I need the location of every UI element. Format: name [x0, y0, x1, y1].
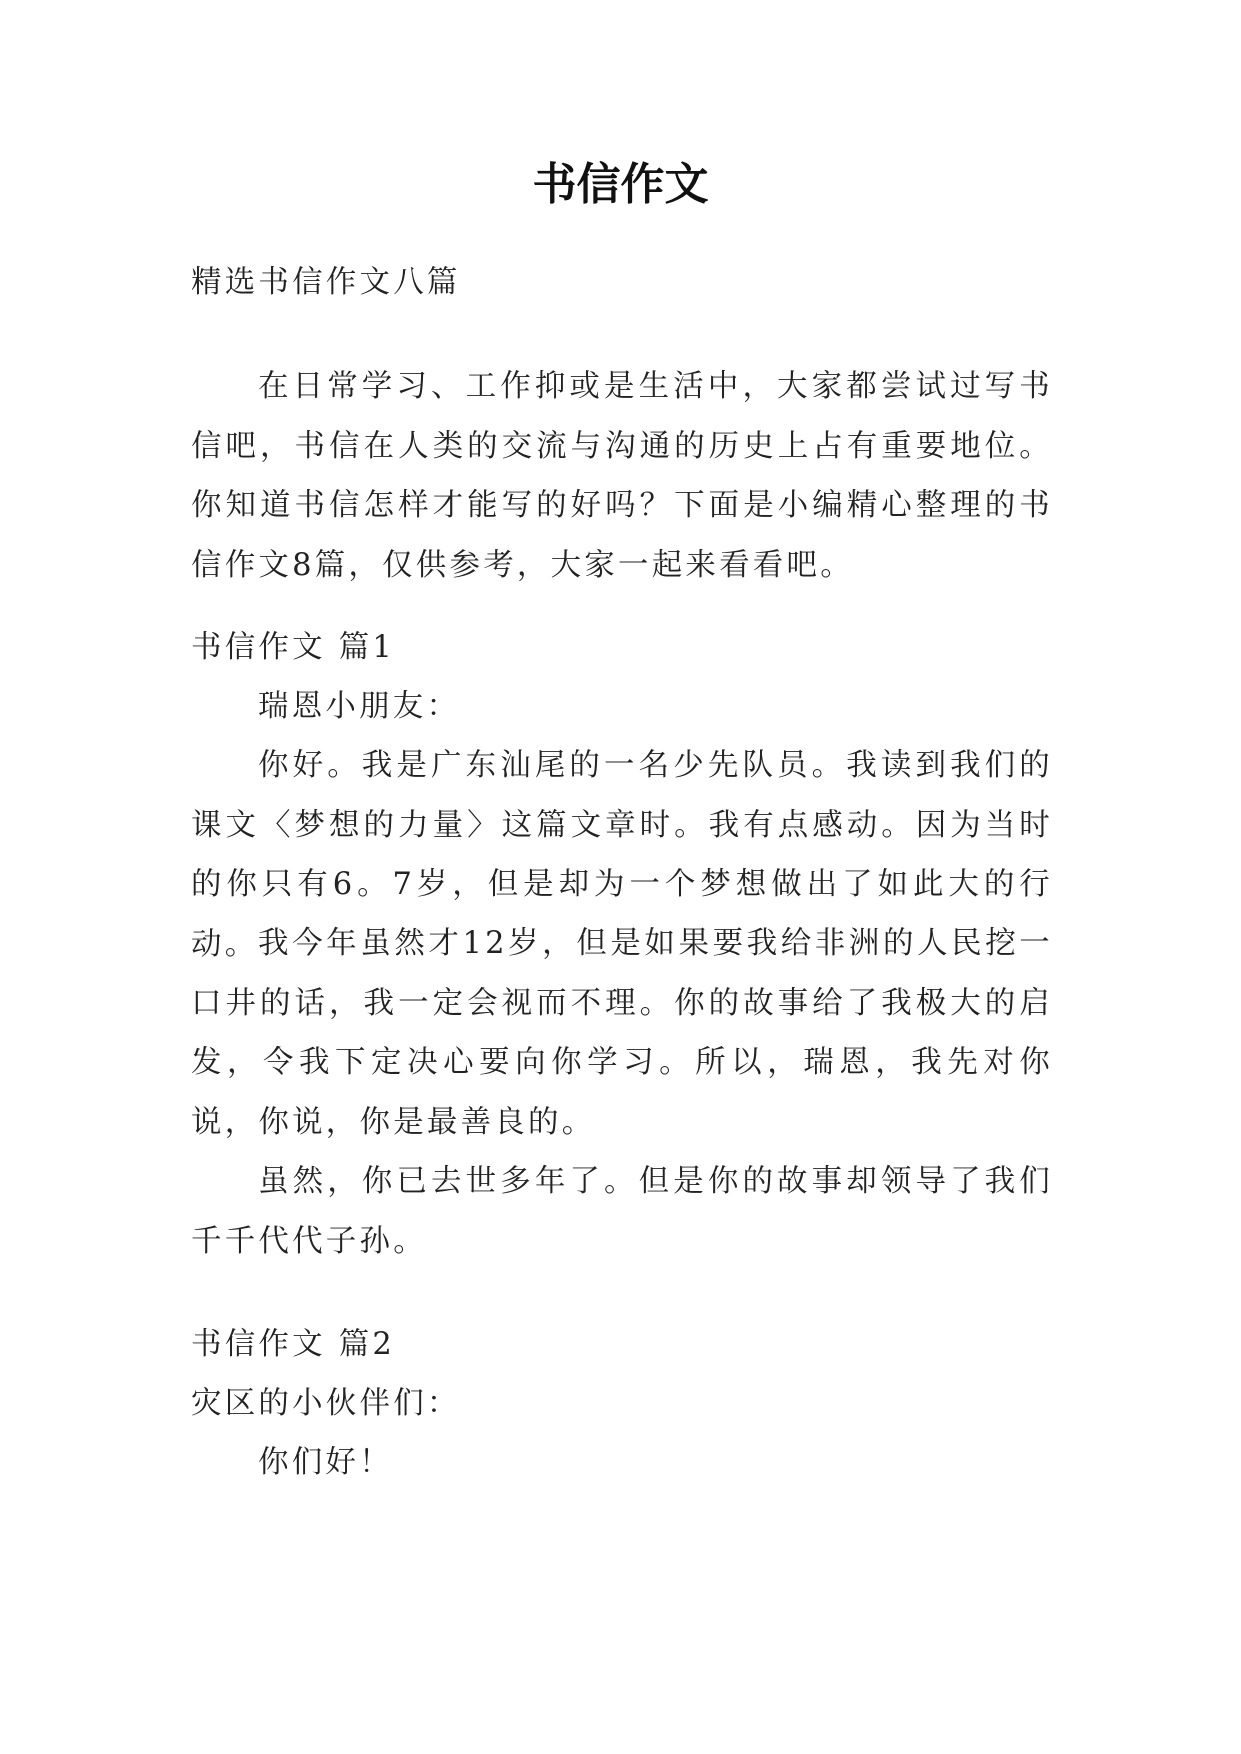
section1-salutation: 瑞恩小朋友： — [258, 689, 461, 724]
intro-paragraph: 在日常学习、工作抑或是生活中，大家都尝试过写书信吧，书信在人类的交流与沟通的历史上占有重要地位。你知道书信怎样才能写的好吗？下面是小编精心整理的书信作文8篇，仅供参考，大家一起来看看吧。 — [191, 369, 1053, 583]
section2-greeting: 你们好！ — [258, 1445, 393, 1480]
section-heading-1: 书信作文 篇1 — [191, 630, 395, 665]
document-title: 书信作文 — [532, 159, 709, 210]
document-subtitle: 精选书信作文八篇 — [191, 265, 461, 300]
section-heading-2: 书信作文 篇2 — [191, 1327, 395, 1362]
section1-paragraph-1: 你好。我是广东汕尾的一名少先队员。我读到我们的课文〈梦想的力量〉这篇文章时。我有点感动。因为当时的你只有6。7岁，但是却为一个梦想做出了如此大的行动。 — [191, 748, 1053, 962]
section1-paragraph-2: 我今年虽然才12岁，但是如果要我给非洲的人民挖一口井的话，我一定会视而不理。你的故事给了我极大的启发，令我下定决心要向你学习。所以，瑞恩，我先对你说，你说，你是最善良的。 — [191, 926, 1053, 1140]
section1-paragraph-3: 虽然，你已去世多年了。但是你的故事却领导了我们千千代代子孙。 — [191, 1164, 1053, 1259]
section2-salutation: 灾区的小伙伴们： — [191, 1386, 461, 1421]
